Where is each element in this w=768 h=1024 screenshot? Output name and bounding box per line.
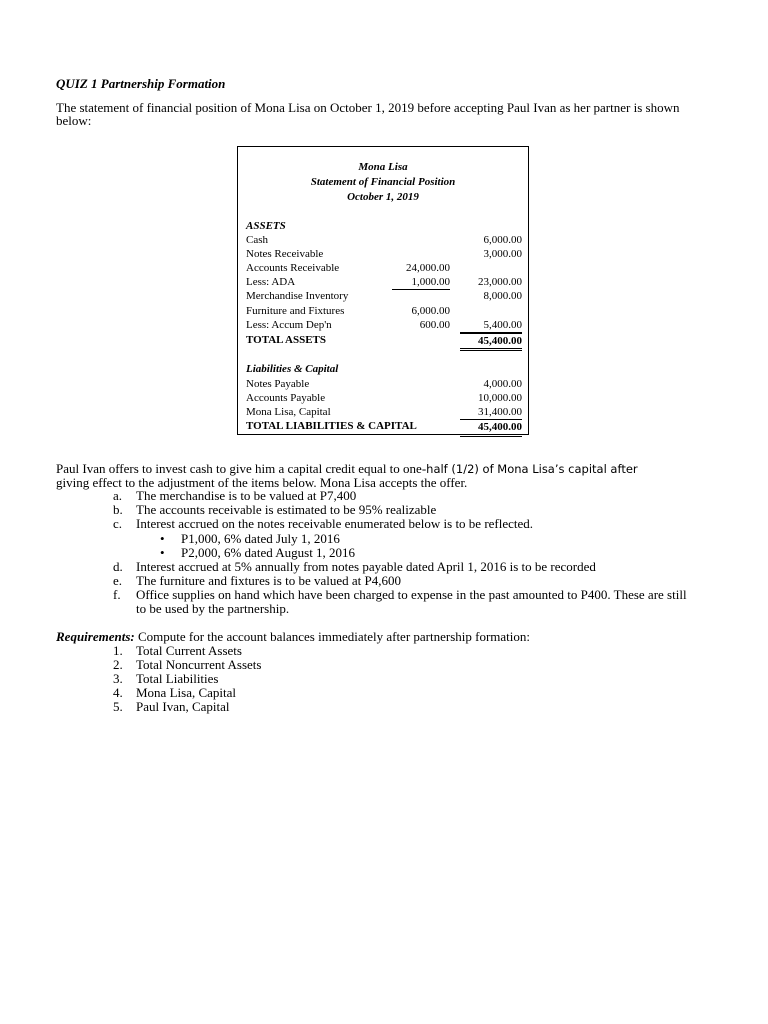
offer-text-a: Paul Ivan offers to invest cash to give him a capital credit equal to one- xyxy=(56,461,427,476)
list-marker: 4. xyxy=(113,685,123,700)
liability-label: Mona Lisa, Capital xyxy=(246,406,331,418)
asset-subamount: 600.00 xyxy=(419,319,450,331)
list-marker: a. xyxy=(113,488,123,503)
asset-label: Accounts Receivable xyxy=(246,262,340,274)
total-liabilities-amount: 45,400.00 xyxy=(460,419,522,437)
liability-label: Notes Payable xyxy=(246,378,310,390)
asset-subamount: 1,000.00 xyxy=(392,275,450,290)
asset-amount: 5,400.00 xyxy=(460,318,522,333)
asset-row xyxy=(246,275,530,289)
liabilities-heading-row xyxy=(246,362,530,376)
liabilities-heading: Liabilities & Capital xyxy=(246,363,339,375)
asset-amount: 6,000.00 xyxy=(483,234,522,246)
list-marker: b. xyxy=(113,502,123,517)
list-marker: d. xyxy=(113,559,123,574)
list-text: The accounts receivable is estimated to be 95% realizable xyxy=(136,502,437,517)
total-assets-amount: 45,400.00 xyxy=(460,333,522,351)
statement-name: Statement of Financial Position xyxy=(310,176,456,188)
list-marker: e. xyxy=(113,573,123,588)
total-liabilities-row xyxy=(246,419,530,433)
list-text: Total Liabilities xyxy=(136,671,219,686)
asset-label: Furniture and Fixtures xyxy=(246,305,345,317)
liability-amount: 10,000.00 xyxy=(478,392,522,404)
bullet-text: P2,000, 6% dated August 1, 2016 xyxy=(181,545,356,560)
asset-row xyxy=(246,233,530,247)
liability-row xyxy=(246,391,530,405)
asset-amount: 23,000.00 xyxy=(478,276,522,288)
assets-heading-row xyxy=(246,219,530,233)
asset-amount: 8,000.00 xyxy=(483,290,522,302)
list-marker: c. xyxy=(113,516,123,531)
asset-label: Less: ADA xyxy=(246,276,296,288)
asset-row xyxy=(246,261,530,275)
asset-row xyxy=(246,289,530,303)
liability-amount: 31,400.00 xyxy=(460,405,522,420)
offer-text-b: half (1/2) of Mona Lisa’s capital after xyxy=(426,462,638,476)
list-marker: f. xyxy=(113,587,121,602)
asset-label: Notes Receivable xyxy=(246,248,324,260)
financial-statement-box xyxy=(237,146,529,435)
list-marker: 5. xyxy=(113,699,123,714)
requirements-paragraph xyxy=(56,630,696,643)
asset-subamount: 6,000.00 xyxy=(411,305,450,317)
asset-amount: 3,000.00 xyxy=(483,248,522,260)
offer-paragraph-line2: giving effect to the adjustment of the items below. Mona Lisa accepts the offer. xyxy=(56,475,468,490)
list-text: Paul Ivan, Capital xyxy=(136,699,230,714)
total-assets-label: TOTAL ASSETS xyxy=(246,334,327,346)
asset-subamount: 24,000.00 xyxy=(406,262,450,274)
asset-label: Less: Accum Dep'n xyxy=(246,319,332,331)
asset-row xyxy=(246,318,530,332)
liability-row xyxy=(246,377,530,391)
asset-label: Cash xyxy=(246,234,268,246)
intro-paragraph: The statement of financial position of Mona Lisa on October 1, 2019 before accepting Paul Ivan as her partner is shown below: xyxy=(56,100,680,128)
total-assets-row xyxy=(246,333,530,347)
list-text: Interest accrued on the notes receivable enumerated below is to be reflected. xyxy=(136,516,534,531)
quiz-title: QUIZ 1 Partnership Formation xyxy=(56,76,226,91)
total-liabilities-label: TOTAL LIABILITIES & CAPITAL xyxy=(246,420,417,432)
asset-row xyxy=(246,247,530,261)
bullet-icon: • xyxy=(160,531,165,546)
bullet-icon: • xyxy=(160,545,165,560)
liability-row xyxy=(246,405,530,419)
list-text: The merchandise is to be valued at P7,400 xyxy=(136,488,357,503)
list-marker: 1. xyxy=(113,643,123,658)
statement-entity: Mona Lisa xyxy=(358,161,408,173)
list-marker: 3. xyxy=(113,671,123,686)
statement-date: October 1, 2019 xyxy=(347,191,419,203)
list-text: Mona Lisa, Capital xyxy=(136,685,237,700)
list-text: Interest accrued at 5% annually from notes payable dated April 1, 2016 is to be recorded xyxy=(136,559,596,574)
asset-label: Merchandise Inventory xyxy=(246,290,349,302)
list-text: Office supplies on hand which have been charged to expense in the past amounted to P400. These are still to be used by the partnership. xyxy=(136,587,687,616)
liability-amount: 4,000.00 xyxy=(483,378,522,390)
list-marker: 2. xyxy=(113,657,123,672)
list-text: Total Noncurrent Assets xyxy=(136,657,262,672)
liability-label: Accounts Payable xyxy=(246,392,326,404)
assets-heading: ASSETS xyxy=(246,220,286,232)
requirements-label: Requirements: xyxy=(56,629,135,644)
bullet-text: P1,000, 6% dated July 1, 2016 xyxy=(181,531,340,546)
asset-row xyxy=(246,304,530,318)
offer-paragraph xyxy=(56,462,696,476)
list-text: Total Current Assets xyxy=(136,643,242,658)
requirements-text: Compute for the account balances immediately after partnership formation: xyxy=(137,629,531,644)
list-text: The furniture and fixtures is to be valued at P4,600 xyxy=(136,573,401,588)
